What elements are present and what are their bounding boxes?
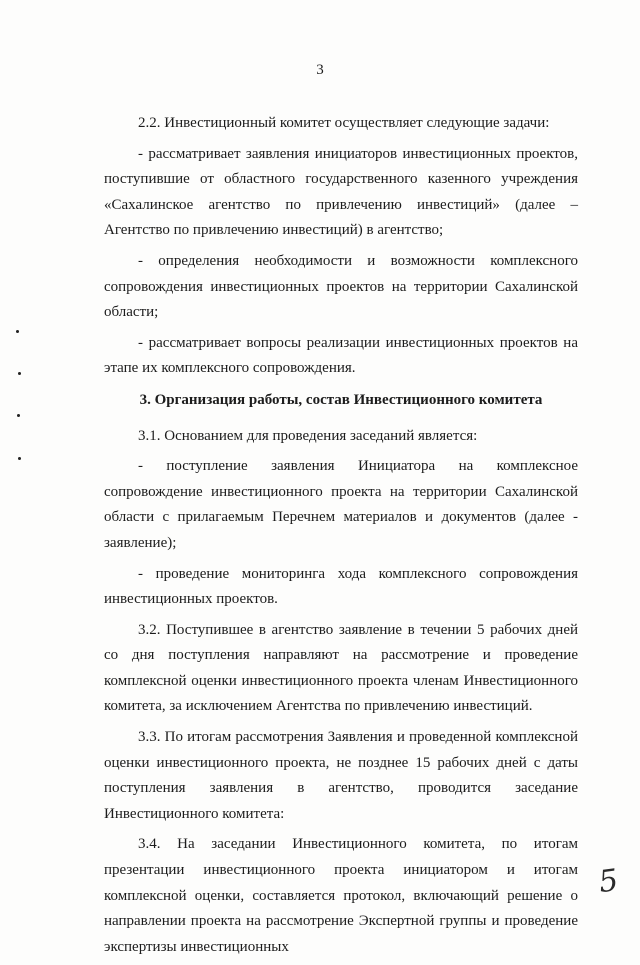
margin-mark — [18, 372, 21, 375]
paragraph-2-2: 2.2. Инвестиционный комитет осуществляет следующие задачи: — [138, 115, 550, 131]
paragraph-3-2: 3.2. Поступившее в агентство заявление в течении 5 рабочих дней со дня поступления направляют на рассмотрение и проведение комплексной оценки инвестиционного проекта членам Инвестиционного комитета, за исключением Агентства по привлечению инвестиций. — [104, 621, 578, 715]
paragraph-basis-1: - поступление заявления Инициатора на комплексное сопровождение инвестиционного проекта на территории Сахалинской области с прилагаемым Перечнем материалов и документов (далее - заявление); — [104, 458, 578, 551]
paragraph-3-4: 3.4. На заседании Инвестиционного комитета, по итогам презентации инвестиционного проекта инициатором и итогам комплексной оценки, составляется протокол, включающий решение о направлении проекта на рассмотрение Экспертной группы и проведение экспертизы инвестиционных — [104, 836, 578, 955]
section-heading: 3. Организация работы, состав Инвестиционного комитета — [139, 391, 543, 408]
margin-mark — [18, 457, 21, 460]
page-number: 3 — [316, 62, 324, 78]
paragraph-3-1: 3.1. Основанием для проведения заседаний является: — [138, 427, 478, 444]
paragraph-3-3: 3.3. По итогам рассмотрения Заявления и проведенной комплексной оценки инвестиционного проекта, не позднее 15 рабочих дней с даты поступления заявления в агентство, проводится заседание Инвестиционного комитета: — [104, 729, 578, 822]
paragraph-task-1: - рассматривает заявления инициаторов инвестиционных проектов, поступившие от областного государственного казенного учреждения «Сахалинское агентство по привлечению инвестиций» (далее – Агентство по привлечению инвестиций) в агентство; — [104, 145, 578, 239]
paragraph-task-3: - рассматривает вопросы реализации инвестиционных проектов на этапе их комплексного сопровождения. — [104, 334, 578, 377]
document-body — [104, 111, 578, 965]
margin-mark — [17, 414, 20, 417]
paragraph-task-2: - определения необходимости и возможности комплексного сопровождения инвестиционных проектов на территории Сахалинской области; — [104, 252, 578, 321]
margin-mark — [16, 330, 19, 333]
handwritten-page-mark: 5 — [596, 862, 621, 901]
paragraph-basis-2: - проведение мониторинга хода комплексного сопровождения инвестиционных проектов. — [104, 565, 578, 608]
